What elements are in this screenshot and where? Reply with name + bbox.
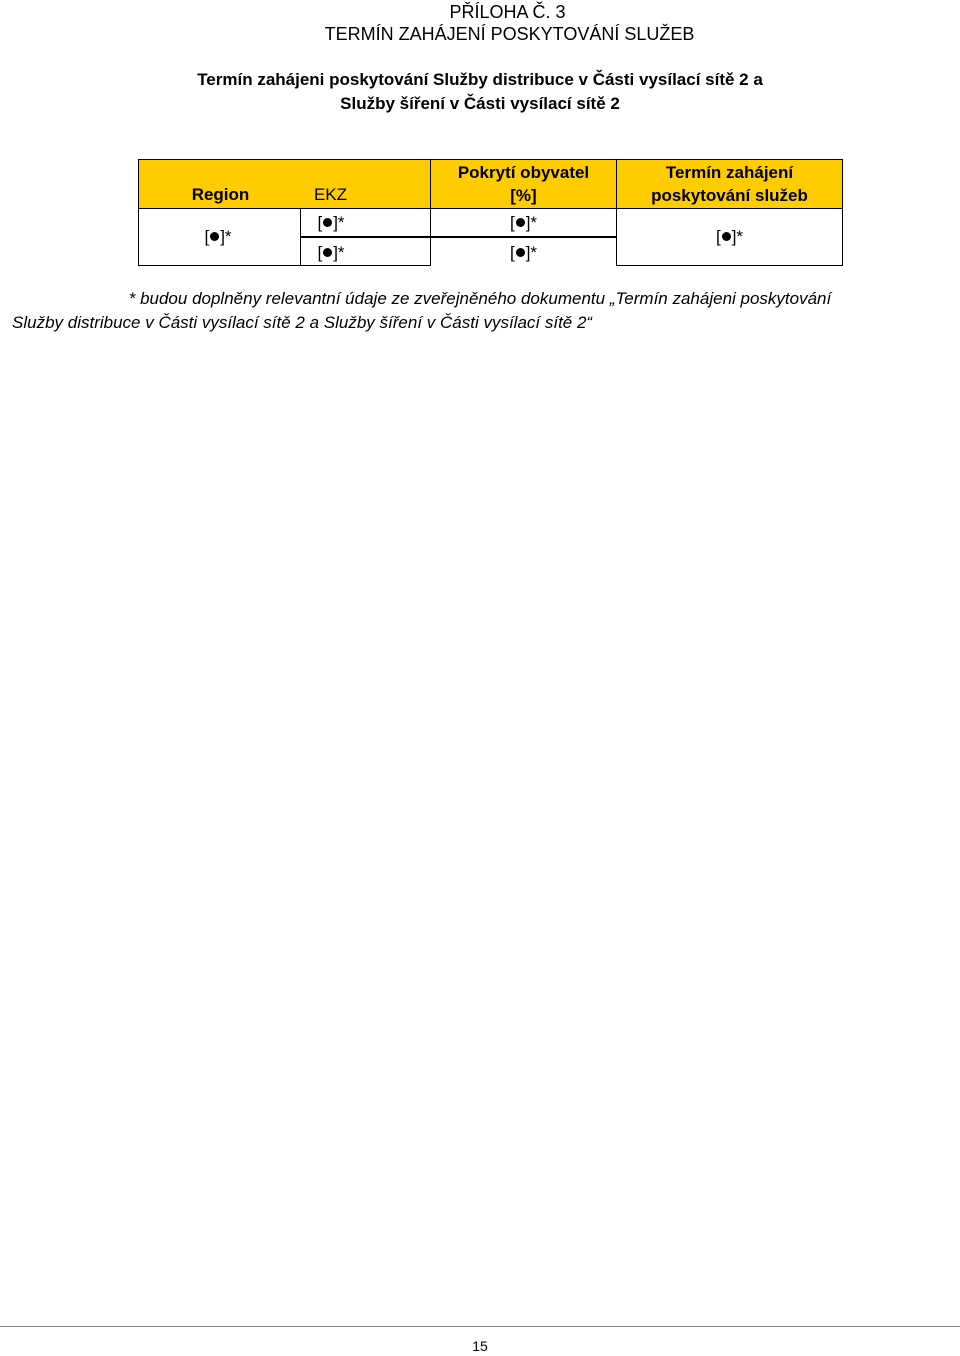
footnote-line-1: * budou doplněny relevantní údaje ze zveřejněného dokumentu „Termín zahájeni poskytování <box>128 289 832 308</box>
placeholder-close: ]* <box>333 243 345 262</box>
annex-label: PŘÍLOHA Č. 3 <box>449 2 566 22</box>
placeholder-open: [ <box>204 227 210 246</box>
placeholder-close: ]* <box>220 227 232 246</box>
placeholder-open: [ <box>715 227 721 246</box>
cell-ekz-1 <box>301 212 361 234</box>
table-right-border <box>842 159 843 266</box>
footer-rule <box>0 1326 960 1327</box>
document-subtitle-line-1: Termín zahájeni poskytování Služby distribuce v Části vysílací sítě 2 a <box>197 70 763 89</box>
placeholder-close: ]* <box>333 213 345 232</box>
service-start-table <box>138 159 843 266</box>
bullet-icon <box>722 232 731 241</box>
header-start-line-1: Termín zahájení <box>665 163 794 182</box>
cell-coverage-1 <box>431 212 616 234</box>
placeholder-open: [ <box>509 243 515 262</box>
cell-ekz-2 <box>301 242 361 264</box>
footnote-line-2: Služby distribuce v Části vysílací sítě 2 a Služby šíření v Části vysílací sítě 2“ <box>12 313 593 332</box>
header-region: Region <box>191 185 250 204</box>
annex-title: TERMÍN ZAHÁJENÍ POSKYTOVÁNÍ SLUŽEB <box>324 24 695 44</box>
placeholder-open: [ <box>509 213 515 232</box>
placeholder-close: ]* <box>525 213 538 232</box>
bullet-icon <box>323 248 332 257</box>
table-header-divider <box>138 208 843 209</box>
cell-start-date <box>617 226 842 248</box>
table-left-border <box>138 159 139 266</box>
cell-coverage-2 <box>431 242 616 264</box>
bullet-icon <box>323 218 332 227</box>
placeholder-open: [ <box>317 243 323 262</box>
bullet-icon <box>516 248 525 257</box>
table-bottom-border-right <box>616 265 843 266</box>
table-bottom-border-left <box>138 265 430 266</box>
header-start-line-2: poskytování služeb <box>651 186 808 205</box>
header-ekz: EKZ <box>313 185 348 204</box>
placeholder-close: ]* <box>731 227 744 246</box>
document-subtitle-line-2: Služby šíření v Části vysílací sítě 2 <box>340 94 620 113</box>
bullet-icon <box>210 232 219 241</box>
page-number: 15 <box>472 1338 488 1354</box>
header-coverage-line-1: Pokrytí obyvatel <box>457 163 590 182</box>
cell-region <box>198 226 238 248</box>
bullet-icon <box>516 218 525 227</box>
header-coverage-line-2: [%] <box>510 186 537 205</box>
table-top-border <box>138 159 843 160</box>
placeholder-open: [ <box>317 213 323 232</box>
placeholder-close: ]* <box>525 243 538 262</box>
table-row-divider <box>300 236 616 238</box>
